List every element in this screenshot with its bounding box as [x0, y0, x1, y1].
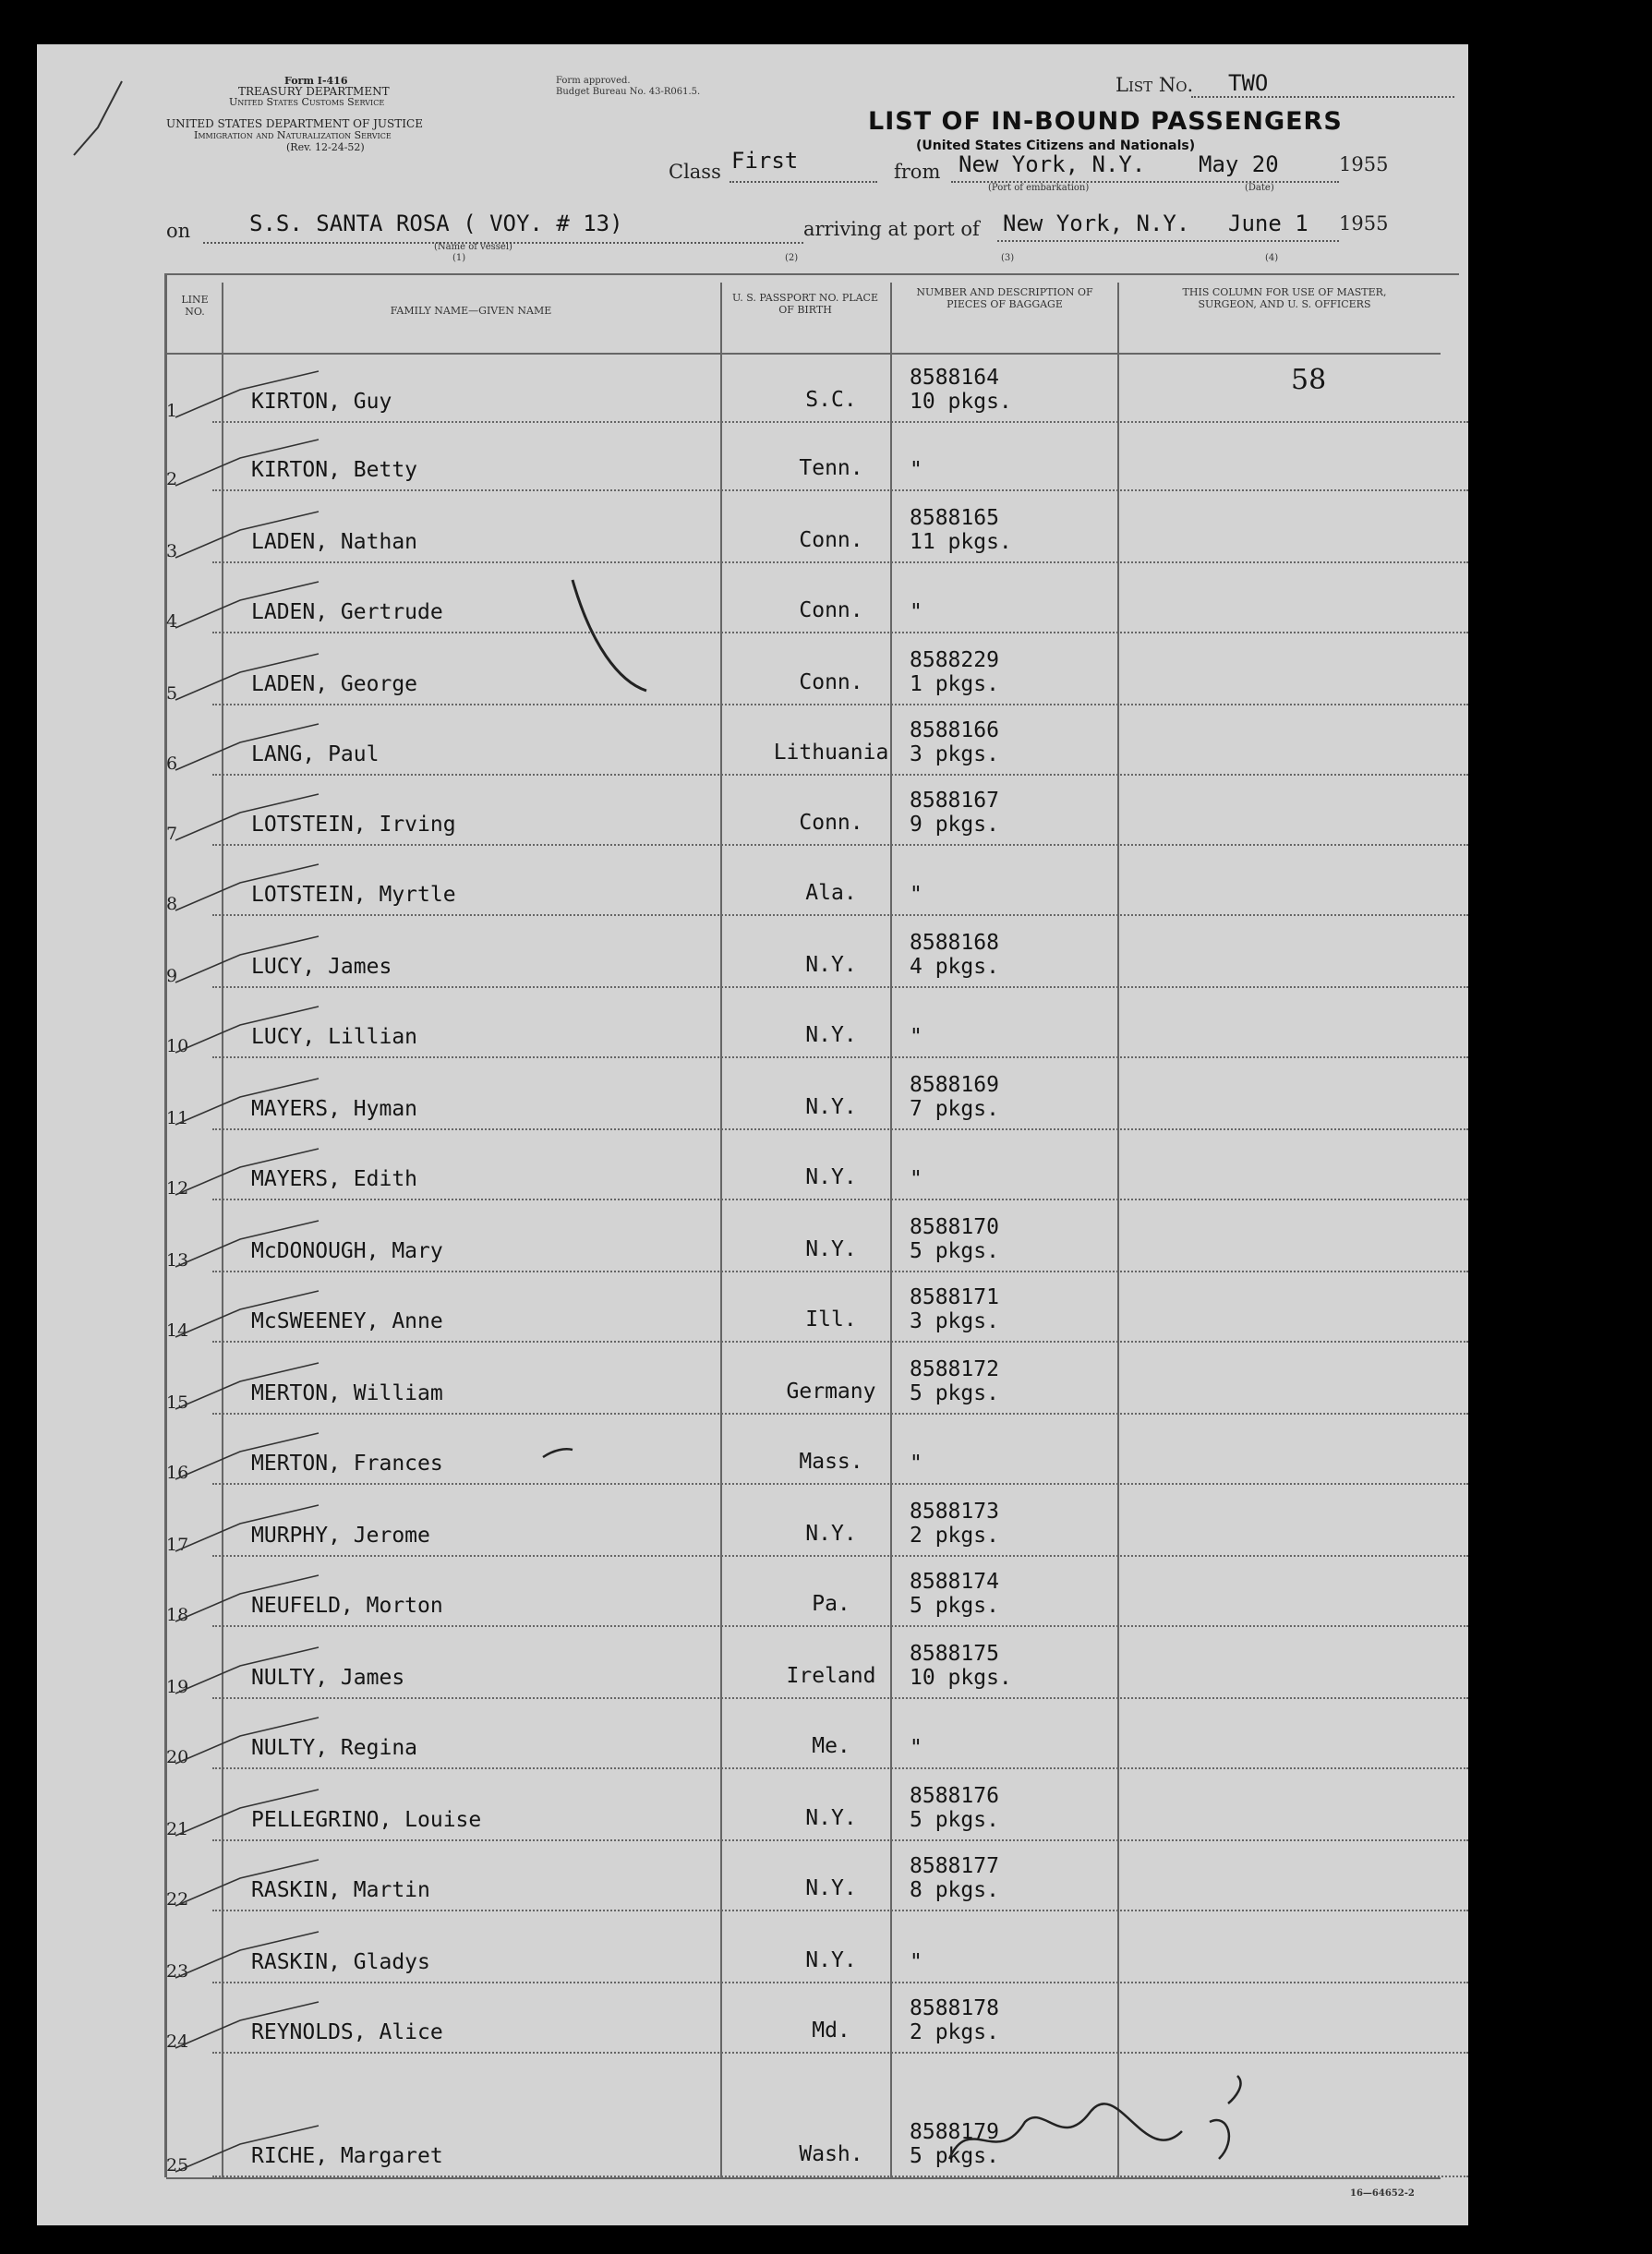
line-number: 5 — [166, 683, 178, 704]
list-no-label: List No. — [1115, 74, 1194, 96]
line-number: 6 — [166, 753, 178, 774]
place-of-birth: N.Y. — [805, 953, 857, 977]
baggage-number: 8588175 — [910, 1642, 999, 1666]
table-row — [37, 1983, 1468, 2054]
baggage-count: 2 pkgs. — [910, 1524, 999, 1548]
arrival-year: 1955 — [1339, 212, 1389, 235]
baggage-number: 8588177 — [910, 1854, 999, 1878]
table-row — [37, 633, 1468, 705]
place-of-birth: N.Y. — [805, 1806, 857, 1830]
table-row — [37, 1841, 1468, 1911]
baggage-number: 8588166 — [910, 718, 999, 742]
baggage-count: 10 pkgs. — [910, 390, 1012, 414]
place-of-birth: Lithuania — [773, 741, 889, 765]
baggage-description — [910, 931, 999, 979]
manifest-page — [37, 44, 1468, 2225]
line-number: 12 — [166, 1178, 189, 1199]
baggage-number: " — [910, 600, 922, 624]
place-of-birth: N.Y. — [805, 1522, 857, 1546]
baggage-number: 8588165 — [910, 506, 999, 530]
place-of-birth: Conn. — [799, 528, 863, 552]
vessel-name: S.S. SANTA ROSA ( VOY. # 13) — [249, 211, 623, 236]
baggage-number: 8588179 — [910, 2120, 999, 2144]
caption-2: (2) — [785, 253, 799, 263]
place-of-birth: Wash. — [799, 2142, 863, 2166]
line-number: 15 — [166, 1392, 189, 1413]
passenger-name: KIRTON, Betty — [251, 458, 418, 482]
vessel-caption: (Name of vessel) — [434, 242, 512, 252]
embark-year: 1955 — [1339, 153, 1389, 175]
place-of-birth: N.Y. — [805, 1876, 857, 1900]
place-of-birth: Pa. — [812, 1592, 850, 1616]
line-number: 14 — [166, 1320, 189, 1341]
baggage-count: 4 pkgs. — [910, 955, 999, 979]
passenger-name: NULTY, Regina — [251, 1736, 418, 1760]
baggage-description — [910, 648, 999, 696]
baggage-number: 8588167 — [910, 789, 999, 813]
baggage-count: 3 pkgs. — [910, 742, 999, 766]
port-embark-caption: (Port of embarkation) — [988, 183, 1090, 193]
place-of-birth: Conn. — [799, 670, 863, 694]
place-of-birth: Ireland — [786, 1664, 876, 1688]
list-no-line — [1191, 96, 1454, 98]
col-head-name: FAMILY NAME—GIVEN NAME — [390, 305, 552, 317]
table-row — [37, 846, 1468, 916]
line-number: 23 — [166, 1961, 189, 1982]
passenger-name: MAYERS, Edith — [251, 1167, 418, 1191]
passenger-name: MAYERS, Hyman — [251, 1097, 418, 1121]
on-label: on — [166, 220, 191, 242]
embark-date: May 20 — [1199, 151, 1279, 177]
table-row — [37, 491, 1468, 563]
passenger-name: LADEN, George — [251, 672, 418, 696]
line-number: 13 — [166, 1250, 189, 1271]
table-row — [37, 916, 1468, 988]
revision-date: (Rev. 12-24-52) — [286, 141, 365, 153]
place-of-birth: Mass. — [799, 1450, 863, 1474]
baggage-description — [910, 718, 999, 766]
header-bottom-rule — [166, 353, 1441, 355]
place-of-birth: N.Y. — [805, 1237, 857, 1261]
baggage-description — [910, 1285, 999, 1333]
baggage-number: 8588229 — [910, 648, 999, 672]
baggage-description — [910, 1025, 922, 1049]
table-row — [37, 1911, 1468, 1983]
table-row — [37, 1415, 1468, 1485]
passenger-name: MERTON, Frances — [251, 1452, 443, 1476]
line-number: 17 — [166, 1535, 189, 1555]
baggage-number: 8588176 — [910, 1784, 999, 1808]
baggage-description — [910, 506, 1012, 554]
baggage-description — [910, 883, 922, 907]
passenger-name: LADEN, Gertrude — [251, 600, 443, 624]
baggage-description — [910, 1950, 922, 1974]
passenger-name: LOTSTEIN, Myrtle — [251, 883, 456, 907]
place-of-birth: Conn. — [799, 811, 863, 835]
table-row — [37, 1627, 1468, 1699]
caption-1: (1) — [452, 253, 466, 263]
baggage-number: 8588171 — [910, 1285, 999, 1309]
document-title: LIST OF IN-BOUND PASSENGERS — [868, 107, 1343, 136]
service-name: United States Customs Service — [229, 96, 385, 108]
baggage-number: 8588170 — [910, 1215, 999, 1239]
arrival-date: June 1 — [1228, 211, 1308, 236]
line-number: 25 — [166, 2155, 189, 2176]
baggage-count: 1 pkgs. — [910, 672, 999, 696]
place-of-birth: Conn. — [799, 598, 863, 622]
arrival-line — [997, 240, 1339, 242]
passenger-name: LUCY, James — [251, 955, 392, 979]
passenger-name: RICHE, Margaret — [251, 2144, 443, 2168]
baggage-description — [910, 1784, 999, 1832]
form-number: Form I-416 — [284, 75, 348, 87]
line-number: 20 — [166, 1747, 189, 1767]
baggage-description — [910, 1736, 922, 1760]
table-row — [37, 1200, 1468, 1272]
baggage-number: " — [910, 458, 922, 482]
baggage-description — [910, 366, 1012, 414]
table-row — [37, 1058, 1468, 1130]
baggage-count: 9 pkgs. — [910, 813, 999, 837]
baggage-description — [910, 1570, 999, 1618]
table-row — [37, 1343, 1468, 1415]
line-number: 18 — [166, 1605, 189, 1625]
baggage-count: 2 pkgs. — [910, 2020, 999, 2044]
col-head-baggage: NUMBER AND DESCRIPTION OF PIECES OF BAGGAGE — [916, 286, 1093, 310]
passenger-name: MURPHY, Jerome — [251, 1524, 430, 1548]
passenger-name: REYNOLDS, Alice — [251, 2020, 443, 2044]
table-row — [37, 2054, 1468, 2177]
class-label: Class — [669, 161, 721, 183]
passenger-name: KIRTON, Guy — [251, 390, 392, 414]
place-of-birth: N.Y. — [805, 1948, 857, 1972]
baggage-count: 3 pkgs. — [910, 1309, 999, 1333]
baggage-number: " — [910, 1167, 922, 1191]
line-number: 24 — [166, 2031, 189, 2052]
line-number: 22 — [166, 1889, 189, 1910]
arrival-port: New York, N.Y. — [1003, 211, 1190, 236]
from-label: from — [894, 161, 941, 183]
place-of-birth: S.C. — [805, 388, 857, 412]
table-row — [37, 1557, 1468, 1627]
baggage-number: 8588173 — [910, 1500, 999, 1524]
baggage-description — [910, 1167, 922, 1191]
footer-code: 16—64652-2 — [1350, 2188, 1415, 2199]
passenger-name: LOTSTEIN, Irving — [251, 813, 456, 837]
document-subtitle: (United States Citizens and Nationals) — [916, 139, 1196, 153]
baggage-description — [910, 458, 922, 482]
baggage-description — [910, 1073, 999, 1121]
line-number: 21 — [166, 1819, 189, 1839]
place-of-birth: Ala. — [805, 881, 857, 905]
baggage-description — [910, 2120, 999, 2168]
baggage-count: 7 pkgs. — [910, 1097, 999, 1121]
place-of-birth: N.Y. — [805, 1165, 857, 1189]
baggage-number: 8588178 — [910, 1996, 999, 2020]
place-of-birth: Md. — [812, 2019, 850, 2043]
baggage-count: 5 pkgs. — [910, 1239, 999, 1263]
ins-name: Immigration and Naturalization Service — [194, 129, 392, 141]
baggage-description — [910, 600, 922, 624]
line-number: 19 — [166, 1677, 189, 1697]
baggage-number: " — [910, 1025, 922, 1049]
baggage-description — [910, 1854, 999, 1902]
table-bottom-rule — [166, 2177, 1441, 2179]
baggage-count: 5 pkgs. — [910, 2144, 999, 2168]
justice-dept: UNITED STATES DEPARTMENT OF JUSTICE — [166, 117, 423, 130]
baggage-number: 8588174 — [910, 1570, 999, 1594]
passenger-name: NULTY, James — [251, 1666, 405, 1690]
baggage-number: " — [910, 1950, 922, 1974]
line-number: 7 — [166, 824, 178, 844]
baggage-number: " — [910, 1452, 922, 1476]
place-of-birth: Tenn. — [799, 456, 863, 480]
place-of-birth: N.Y. — [805, 1095, 857, 1119]
baggage-description — [910, 1500, 999, 1548]
table-row — [37, 776, 1468, 846]
caption-4: (4) — [1265, 253, 1279, 263]
table-row — [37, 356, 1468, 423]
baggage-number: 8588172 — [910, 1357, 999, 1381]
class-value: First — [731, 148, 799, 174]
baggage-description — [910, 1642, 1012, 1690]
line-number: 11 — [166, 1108, 189, 1128]
passenger-name: McSWEENEY, Anne — [251, 1309, 443, 1333]
baggage-number: " — [910, 883, 922, 907]
baggage-number: 8588164 — [910, 366, 999, 390]
baggage-number: 8588169 — [910, 1073, 999, 1097]
caption-3: (3) — [1001, 253, 1015, 263]
col-head-passport: U. S. PASSPORT NO. PLACE OF BIRTH — [731, 292, 879, 316]
baggage-number: 8588168 — [910, 931, 999, 955]
place-of-birth: Me. — [812, 1734, 850, 1758]
class-line — [730, 181, 877, 183]
list-no-value: TWO — [1228, 70, 1269, 96]
baggage-count: 5 pkgs. — [910, 1381, 999, 1405]
row-rule — [212, 2176, 1468, 2177]
table-top-rule — [166, 273, 1459, 275]
place-of-birth: Germany — [786, 1380, 876, 1404]
baggage-number: " — [910, 1736, 922, 1760]
baggage-description — [910, 1452, 922, 1476]
table-row — [37, 1769, 1468, 1841]
baggage-description — [910, 789, 999, 837]
department-name: TREASURY DEPARTMENT — [238, 85, 390, 98]
place-of-birth: Ill. — [805, 1308, 857, 1332]
arriving-label: arriving at port of — [803, 218, 980, 240]
col-head-officers: THIS COLUMN FOR USE OF MASTER, SURGEON, AND U. S. OFFICERS — [1182, 286, 1387, 310]
officer-note: 58 — [1291, 364, 1327, 396]
budget-bureau: Budget Bureau No. 43-R061.5. — [556, 87, 701, 97]
passenger-name: RASKIN, Martin — [251, 1878, 430, 1902]
line-number: 16 — [166, 1463, 189, 1483]
place-of-birth: N.Y. — [805, 1023, 857, 1047]
baggage-count: 11 pkgs. — [910, 530, 1012, 554]
line-number: 4 — [166, 611, 178, 632]
baggage-description — [910, 1215, 999, 1263]
passenger-name: LADEN, Nathan — [251, 530, 418, 554]
col-head-line-no: LINE NO. — [181, 294, 209, 318]
table-row — [37, 1272, 1468, 1343]
baggage-count: 5 pkgs. — [910, 1808, 999, 1832]
form-approved: Form approved. — [556, 76, 631, 86]
table-row — [37, 705, 1468, 776]
baggage-count: 5 pkgs. — [910, 1594, 999, 1618]
line-number: 9 — [166, 966, 178, 986]
line-number: 10 — [166, 1036, 189, 1056]
baggage-count: 10 pkgs. — [910, 1666, 1012, 1690]
passenger-name: McDONOUGH, Mary — [251, 1239, 443, 1263]
baggage-description — [910, 1996, 999, 2044]
passenger-name: LANG, Paul — [251, 742, 380, 766]
table-row — [37, 1130, 1468, 1200]
table-row — [37, 423, 1468, 491]
passenger-name: NEUFELD, Morton — [251, 1594, 443, 1618]
date-caption: (Date) — [1245, 183, 1274, 193]
table-row — [37, 1485, 1468, 1557]
table-row — [37, 1699, 1468, 1769]
passenger-name: PELLEGRINO, Louise — [251, 1808, 482, 1832]
embark-port: New York, N.Y. — [959, 151, 1146, 177]
line-number: 8 — [166, 894, 178, 914]
line-number: 1 — [166, 401, 178, 421]
table-row — [37, 988, 1468, 1058]
passenger-name: MERTON, William — [251, 1381, 443, 1405]
passenger-name: RASKIN, Gladys — [251, 1950, 430, 1974]
passenger-name: LUCY, Lillian — [251, 1025, 418, 1049]
baggage-count: 8 pkgs. — [910, 1878, 999, 1902]
line-number: 3 — [166, 541, 178, 561]
table-row — [37, 563, 1468, 633]
line-number: 2 — [166, 469, 178, 489]
baggage-description — [910, 1357, 999, 1405]
